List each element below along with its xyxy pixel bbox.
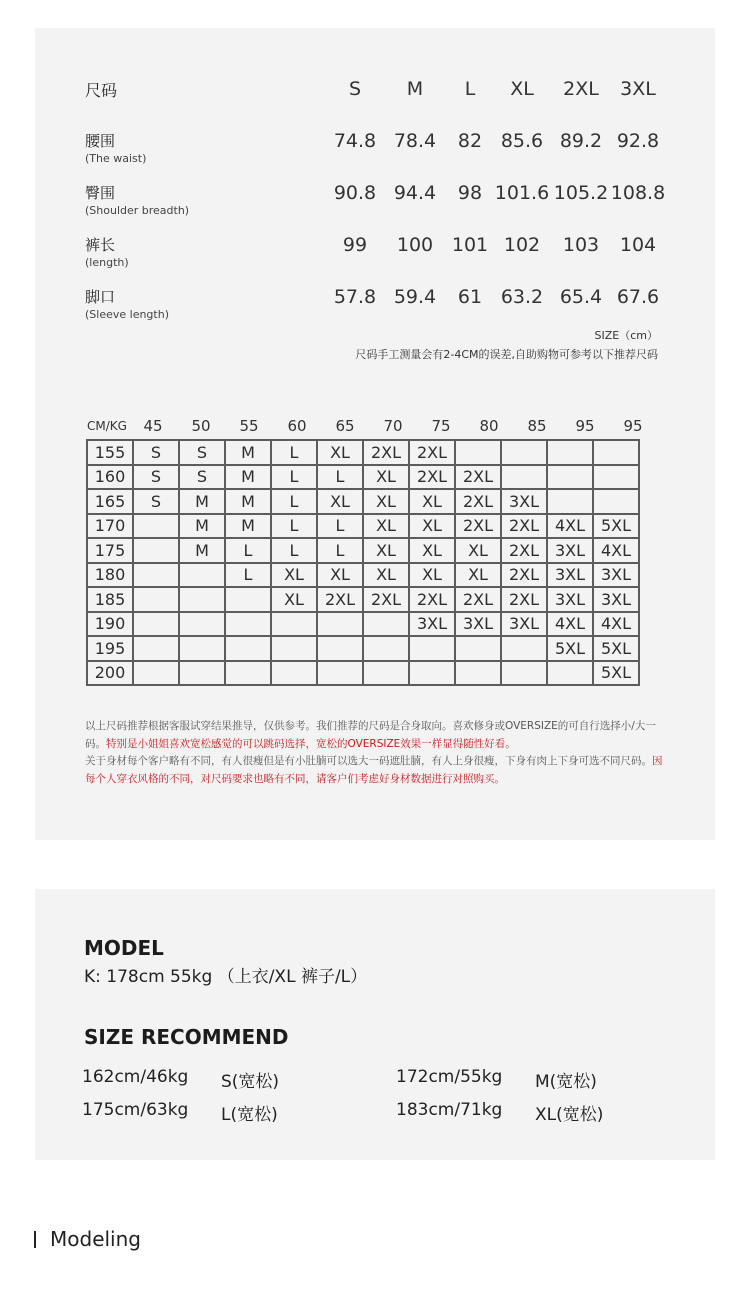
grid-cell: XL — [271, 563, 317, 588]
grid-cell: 2XL — [363, 440, 409, 465]
disclaimer-highlight: 特别是小姐姐喜欢宽松感觉的可以跳码选择，宽松的OVERSIZE效果一样显得随性好看。 — [106, 737, 516, 750]
grid-cell: 3XL — [547, 587, 593, 612]
grid-cell: 2XL — [501, 563, 547, 588]
measurement-row — [35, 286, 715, 330]
measure-value: 108.8 — [610, 182, 666, 204]
grid-cell: 2XL — [501, 587, 547, 612]
measure-sub-label: (Shoulder breadth) — [85, 204, 190, 217]
measure-label: 脚口 — [85, 288, 116, 306]
grid-cell — [133, 514, 179, 539]
grid-corner-label: CM/KG — [87, 419, 127, 433]
grid-cell: 4XL — [547, 612, 593, 637]
grid-cell — [179, 587, 225, 612]
grid-cell: 5XL — [547, 636, 593, 661]
measure-sub-label: (Sleeve length) — [85, 308, 169, 321]
grid-cell: XL — [409, 489, 455, 514]
grid-cell: S — [179, 465, 225, 490]
weight-header: 60 — [287, 417, 307, 435]
measure-value: 103 — [562, 234, 600, 256]
size-recommend-grid — [86, 439, 640, 686]
grid-cell: S — [133, 465, 179, 490]
grid-cell: XL — [317, 489, 363, 514]
grid-cell: 2XL — [455, 587, 501, 612]
grid-cell: 3XL — [547, 538, 593, 563]
grid-cell: XL — [363, 538, 409, 563]
size-col-header: XL — [510, 78, 534, 100]
size-recommend-heading: SIZE RECOMMEND — [84, 1025, 289, 1049]
measure-label: 臀围 — [85, 184, 116, 202]
grid-row — [87, 465, 639, 490]
measure-value: 67.6 — [616, 286, 660, 308]
height-label-cell: 180 — [87, 563, 133, 588]
disclaimer-text: 关于身材每个客户略有不同，有人很瘦但是有小肚腩可以选大一码遮肚腩，有人上身很瘦，下身有肉上下身可选不同尺码。 — [85, 755, 652, 767]
grid-cell: L — [225, 563, 271, 588]
grid-cell: 2XL — [501, 514, 547, 539]
grid-cell: M — [179, 489, 225, 514]
weight-header: 65 — [335, 417, 355, 435]
grid-cell — [501, 661, 547, 686]
grid-cell: 2XL — [455, 465, 501, 490]
grid-cell — [225, 661, 271, 686]
grid-cell — [455, 661, 501, 686]
measure-value: 102 — [503, 234, 541, 256]
grid-cell: L — [271, 514, 317, 539]
grid-cell: M — [225, 489, 271, 514]
grid-cell: 3XL — [501, 489, 547, 514]
grid-cell — [225, 587, 271, 612]
grid-cell: 2XL — [501, 538, 547, 563]
recommend-body: 162cm/46kg — [82, 1067, 189, 1087]
grid-cell — [133, 587, 179, 612]
measurement-header-row — [35, 78, 715, 122]
height-label-cell: 155 — [87, 440, 133, 465]
grid-cell — [363, 612, 409, 637]
grid-cell — [593, 440, 639, 465]
measure-value: 57.8 — [333, 286, 377, 308]
grid-cell — [133, 612, 179, 637]
recommend-size: S(宽松) — [221, 1072, 280, 1092]
grid-cell: XL — [317, 440, 363, 465]
grid-cell: 2XL — [409, 440, 455, 465]
grid-cell: XL — [409, 563, 455, 588]
measure-sub-label: (The waist) — [85, 152, 147, 165]
weight-header: 95 — [623, 417, 643, 435]
grid-cell — [317, 636, 363, 661]
grid-cell: 2XL — [317, 587, 363, 612]
grid-row — [87, 440, 639, 465]
grid-cell: 3XL — [501, 612, 547, 637]
grid-cell: XL — [363, 563, 409, 588]
grid-cell: 3XL — [593, 587, 639, 612]
grid-cell — [409, 661, 455, 686]
measure-value: 101 — [451, 234, 489, 256]
grid-cell — [225, 612, 271, 637]
size-header-label: 尺码 — [85, 81, 118, 100]
measure-value: 74.8 — [333, 130, 377, 152]
grid-cell: XL — [455, 538, 501, 563]
grid-cell — [317, 661, 363, 686]
grid-cell — [133, 563, 179, 588]
grid-cell: 2XL — [455, 489, 501, 514]
grid-cell: S — [133, 489, 179, 514]
grid-cell: 2XL — [455, 514, 501, 539]
grid-cell — [593, 465, 639, 490]
grid-cell — [179, 563, 225, 588]
grid-cell: L — [271, 465, 317, 490]
grid-cell: XL — [317, 563, 363, 588]
grid-cell: L — [271, 489, 317, 514]
grid-row — [87, 563, 639, 588]
grid-cell: XL — [455, 563, 501, 588]
grid-cell: 5XL — [593, 661, 639, 686]
grid-row — [87, 636, 639, 661]
grid-cell — [363, 636, 409, 661]
measurement-row — [35, 234, 715, 278]
disclaimer-paragraph — [85, 753, 665, 788]
grid-cell — [271, 612, 317, 637]
weight-header: 95 — [575, 417, 595, 435]
grid-cell: XL — [409, 514, 455, 539]
measure-value: 63.2 — [500, 286, 544, 308]
model-info: K: 178cm 55kg （上衣/XL 裤子/L） — [84, 967, 368, 987]
section-title-text: Modeling — [50, 1227, 141, 1251]
grid-cell: L — [317, 538, 363, 563]
grid-cell — [133, 636, 179, 661]
grid-cell: L — [225, 538, 271, 563]
grid-cell — [133, 661, 179, 686]
grid-cell: XL — [271, 587, 317, 612]
recommend-size: XL(宽松) — [535, 1105, 604, 1125]
measure-value: 104 — [619, 234, 657, 256]
unit-note: SIZE（cm） — [594, 329, 658, 342]
error-note: 尺码手工测量会有2-4CM的误差,自助购物可参考以下推荐尺码 — [355, 348, 658, 361]
grid-cell — [225, 636, 271, 661]
grid-cell: 3XL — [409, 612, 455, 637]
grid-cell: 5XL — [593, 514, 639, 539]
height-label-cell: 165 — [87, 489, 133, 514]
grid-row — [87, 514, 639, 539]
height-label-cell: 195 — [87, 636, 133, 661]
grid-cell — [547, 661, 593, 686]
grid-cell — [409, 636, 455, 661]
grid-cell: 3XL — [455, 612, 501, 637]
measure-value: 100 — [396, 234, 434, 256]
grid-cell — [547, 489, 593, 514]
grid-cell — [179, 612, 225, 637]
grid-cell: XL — [363, 514, 409, 539]
model-heading: MODEL — [84, 936, 164, 960]
grid-cell: M — [225, 440, 271, 465]
grid-cell: M — [225, 465, 271, 490]
grid-cell: S — [133, 440, 179, 465]
height-label-cell: 175 — [87, 538, 133, 563]
height-label-cell: 200 — [87, 661, 133, 686]
size-chart-panel — [35, 28, 715, 840]
height-label-cell: 185 — [87, 587, 133, 612]
grid-cell — [455, 636, 501, 661]
height-label-cell: 170 — [87, 514, 133, 539]
measure-value: 65.4 — [559, 286, 603, 308]
grid-cell — [317, 612, 363, 637]
grid-cell: M — [179, 514, 225, 539]
grid-cell: 4XL — [593, 538, 639, 563]
grid-cell — [179, 661, 225, 686]
measure-value: 61 — [457, 286, 483, 308]
height-label-cell: 190 — [87, 612, 133, 637]
grid-row — [87, 538, 639, 563]
recommend-size: L(宽松) — [221, 1105, 278, 1125]
measure-sub-label: (length) — [85, 256, 129, 269]
measure-value: 98 — [457, 182, 483, 204]
grid-cell — [179, 636, 225, 661]
measurement-row — [35, 130, 715, 174]
grid-cell — [501, 465, 547, 490]
grid-cell: 3XL — [593, 563, 639, 588]
grid-row — [87, 661, 639, 686]
grid-cell: XL — [363, 465, 409, 490]
model-info-panel — [35, 889, 715, 1160]
size-col-header: S — [348, 78, 362, 100]
disclaimer — [85, 718, 665, 788]
grid-cell: 5XL — [593, 636, 639, 661]
grid-row — [87, 587, 639, 612]
grid-cell: M — [225, 514, 271, 539]
grid-cell: 2XL — [409, 465, 455, 490]
grid-cell: 4XL — [547, 514, 593, 539]
grid-cell — [363, 661, 409, 686]
grid-cell: 4XL — [593, 612, 639, 637]
grid-cell — [133, 538, 179, 563]
measure-value: 94.4 — [393, 182, 437, 204]
weight-header: 85 — [527, 417, 547, 435]
grid-cell — [593, 489, 639, 514]
grid-cell: XL — [363, 489, 409, 514]
measure-value: 92.8 — [616, 130, 660, 152]
grid-cell — [547, 465, 593, 490]
size-col-header: L — [464, 78, 476, 100]
grid-cell — [547, 440, 593, 465]
size-col-header: 3XL — [620, 78, 656, 100]
grid-cell: M — [179, 538, 225, 563]
recommend-body: 172cm/55kg — [396, 1067, 503, 1087]
measurement-row — [35, 182, 715, 226]
grid-cell: S — [179, 440, 225, 465]
measure-value: 59.4 — [393, 286, 437, 308]
size-col-header: M — [406, 78, 424, 100]
grid-cell: L — [271, 440, 317, 465]
measure-value: 85.6 — [500, 130, 544, 152]
grid-cell — [501, 440, 547, 465]
grid-cell: L — [317, 465, 363, 490]
grid-cell — [501, 636, 547, 661]
grid-cell: L — [271, 538, 317, 563]
weight-header: 70 — [383, 417, 403, 435]
grid-cell: XL — [409, 538, 455, 563]
measure-label: 腰围 — [85, 132, 116, 150]
recommend-size: M(宽松) — [535, 1072, 597, 1092]
weight-header: 75 — [431, 417, 451, 435]
weight-header: 80 — [479, 417, 499, 435]
grid-cell: 2XL — [409, 587, 455, 612]
recommend-body: 183cm/71kg — [396, 1100, 503, 1120]
measure-value: 78.4 — [393, 130, 437, 152]
disclaimer-paragraph — [85, 718, 665, 753]
grid-row — [87, 612, 639, 637]
size-col-header: 2XL — [563, 78, 599, 100]
measure-value: 82 — [457, 130, 483, 152]
weight-header: 45 — [143, 417, 163, 435]
title-accent-bar — [34, 1231, 36, 1248]
disclaimer-highlight: 因每个人穿衣风格的不同，对尺码要求也略有不同，请客户们考虑好身材数据进行对照购买。 — [85, 755, 663, 785]
weight-header: 50 — [191, 417, 211, 435]
measure-label: 裤长 — [85, 236, 116, 254]
measure-value: 105.2 — [553, 182, 609, 204]
measure-value: 99 — [342, 234, 368, 256]
measure-value: 101.6 — [494, 182, 550, 204]
grid-cell — [271, 661, 317, 686]
weight-header: 55 — [239, 417, 259, 435]
measure-value: 90.8 — [333, 182, 377, 204]
disclaimer-text: 以上尺码推荐根据客服试穿结果推导，仅供参考。我们推荐的尺码是合身取向。喜欢修身或OVERSIZE的可自行选择小/大一码。 — [85, 720, 656, 750]
recommend-body: 175cm/63kg — [82, 1100, 189, 1120]
grid-cell: 2XL — [363, 587, 409, 612]
height-label-cell: 160 — [87, 465, 133, 490]
grid-cell — [455, 440, 501, 465]
grid-cell: 3XL — [547, 563, 593, 588]
measure-value: 89.2 — [559, 130, 603, 152]
grid-cell: L — [317, 514, 363, 539]
grid-cell — [271, 636, 317, 661]
grid-row — [87, 489, 639, 514]
